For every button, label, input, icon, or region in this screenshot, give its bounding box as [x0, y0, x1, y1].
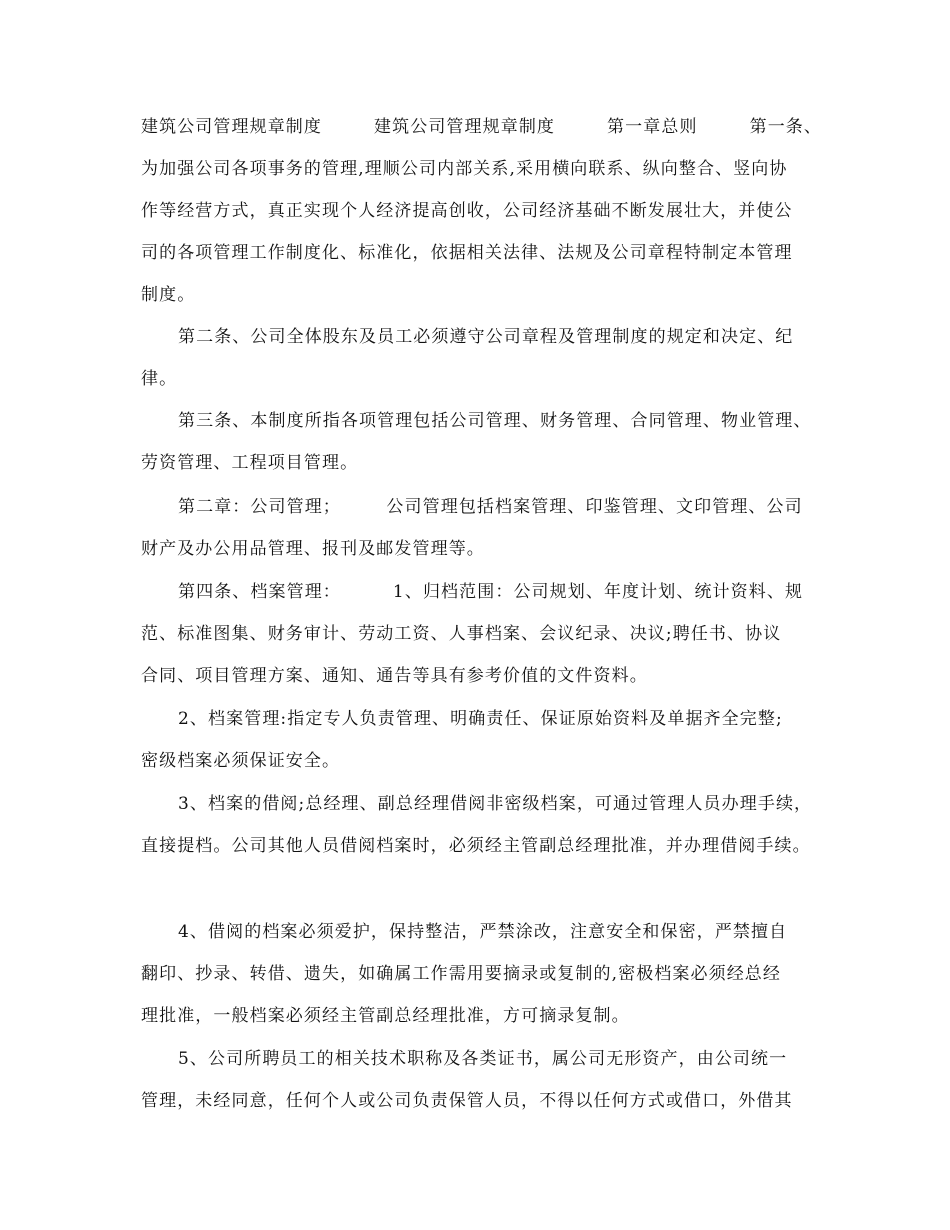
text-line: 理批准，一般档案必须经主管副总经理批准，方可摘录复制。: [141, 1006, 630, 1026]
text-line: 管理，未经同意，任何个人或公司负责保管人员，不得以任何方式或借口，外借其: [141, 1091, 793, 1111]
paragraph-start: 第三条、本制度所指各项管理包括公司管理、财务管理、合同管理、物业管理、: [178, 411, 812, 431]
paragraph-start: 第二条、公司全体股东及员工必须遵守公司章程及管理制度的规定和决定、纪: [178, 327, 794, 347]
text-line: 作等经营方式，真正实现个人经济提高创收，公司经济基础不断发展壮大，并使公: [141, 201, 793, 221]
text-line: 范、标准图集、财务审计、劳动工资、人事档案、会议纪录、决议;聘任书、协议: [141, 624, 782, 644]
text-line: 司的各项管理工作制度化、标准化，依据相关法律、法规及公司章程特制定本管理: [141, 243, 793, 263]
paragraph-start: 2、档案管理:指定专人负责管理、明确责任、保证原始资料及单据齐全完整;: [178, 709, 783, 729]
text-line: 财产及办公用品管理、报刊及邮发管理等。: [141, 539, 485, 559]
heading-line: 建筑公司管理规章制度 建筑公司管理规章制度 第一章总则 第一条、: [141, 117, 822, 137]
text-line: 为加强公司各项事务的管理,理顺公司内部关系,采用横向联系、纵向整合、竖向协: [141, 159, 788, 179]
text-line: 合同、项目管理方案、通知、通告等具有参考价值的文件资料。: [141, 666, 648, 686]
text-line: 劳资管理、工程项目管理。: [141, 453, 359, 473]
text-line: 密级档案必须保证安全。: [141, 751, 341, 771]
paragraph-start: 4、借阅的档案必须爱护，保持整洁，严禁涂改，注意安全和保密，严禁擅自: [178, 922, 788, 942]
text-line: 制度。: [141, 285, 196, 305]
text-line: 直接提档。公司其他人员借阅档案时，必须经主管副总经理批准，并办理借阅手续。: [141, 836, 811, 856]
paragraph-start: 第二章：公司管理； 公司管理包括档案管理、印鉴管理、文印管理、公司: [178, 497, 803, 517]
paragraph-start: 3、档案的借阅;总经理、副总经理借阅非密级档案，可通过管理人员办理手续，: [178, 794, 813, 814]
text-line: 律。: [141, 369, 178, 389]
paragraph-start: 5、公司所聘员工的相关技术职称及各类证书，属公司无形资产，由公司统一: [178, 1049, 788, 1069]
text-line: 翻印、抄录、转借、遗失，如确属工作需用要摘录或复制的,密极档案必须经总经: [141, 964, 782, 984]
paragraph-start: 第四条、档案管理： 1、归档范围：公司规划、年度计划、统计资料、规: [178, 582, 804, 602]
